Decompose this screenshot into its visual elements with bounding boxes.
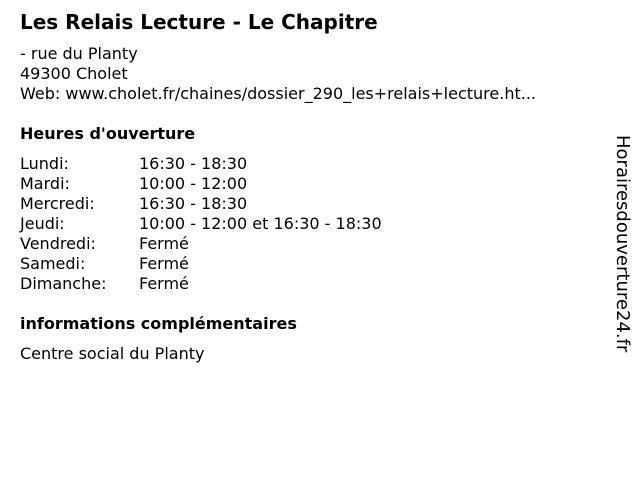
time-value: Fermé (139, 274, 189, 293)
opening-hours-heading: Heures d'ouverture (20, 124, 196, 143)
time-value: 16:30 - 18:30 (139, 154, 248, 173)
day-label: Mercredi: (20, 194, 95, 213)
time-value: 10:00 - 12:00 et 16:30 - 18:30 (139, 214, 382, 233)
additional-info-text: Centre social du Planty (20, 344, 205, 363)
city-address: 49300 Cholet (20, 64, 128, 83)
street-address: - rue du Planty (20, 44, 138, 63)
day-label: Vendredi: (20, 234, 96, 253)
day-label: Jeudi: (20, 214, 65, 233)
day-label: Samedi: (20, 254, 86, 273)
day-label: Lundi: (20, 154, 69, 173)
time-value: 10:00 - 12:00 (139, 174, 248, 193)
day-label: Dimanche: (20, 274, 107, 293)
time-value: Fermé (139, 234, 189, 253)
time-value: Fermé (139, 254, 189, 273)
additional-info-heading: informations complémentaires (20, 314, 297, 333)
page-title: Les Relais Lecture - Le Chapitre (20, 10, 378, 34)
time-value: 16:30 - 18:30 (139, 194, 248, 213)
website-link[interactable]: Web: www.cholet.fr/chaines/dossier_290_les+relais+lecture.ht... (20, 84, 536, 103)
site-watermark: Horairesdouverture24.fr (612, 135, 633, 353)
day-label: Mardi: (20, 174, 70, 193)
